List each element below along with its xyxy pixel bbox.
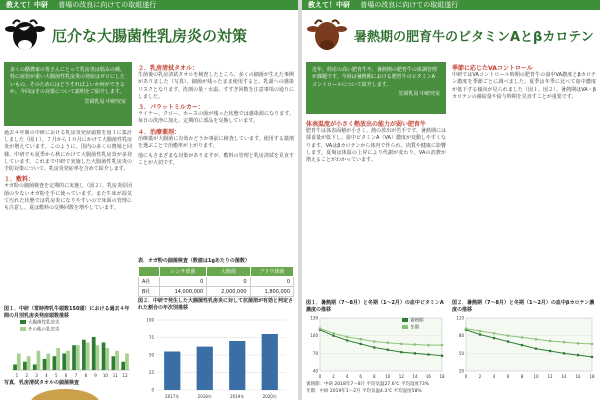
x-tick-label: 12 — [398, 374, 404, 379]
lead-box — [306, 62, 446, 114]
x-tick-label: 2020年 — [262, 394, 277, 399]
bar — [102, 342, 106, 370]
data-point — [591, 343, 594, 346]
header-band — [0, 0, 298, 10]
fig2-caption: 図２．暑熱期（7〜8月）と冬期（1〜2月）の血中βカロテン濃度の推移 — [452, 300, 595, 313]
x-tick-label: 2 — [332, 374, 335, 379]
bar — [105, 348, 109, 370]
x-tick-label: 18 — [589, 374, 595, 379]
x-tick-label: 8 — [372, 374, 376, 379]
body-column-2 — [138, 62, 294, 254]
x-tick-label: 8 — [84, 373, 88, 378]
data-point — [359, 338, 362, 341]
header-band — [302, 0, 600, 10]
cow-head-icon — [4, 14, 46, 56]
x-tick-label: 6 — [64, 373, 68, 378]
x-tick-label: 3 — [35, 373, 38, 378]
y-tick-label: 75 — [148, 335, 154, 340]
section-text-towel: 生菌後の乳房清拭タオルを検査したところ、多くの細菌が生えた事例がありました（写真）。細菌が残ったまま使用すると、乳頭への感染リスクとなります。洗剤の量・水温、すすぎ回数を注意事項の通りにしました。 — [138, 72, 294, 100]
bar — [46, 353, 50, 370]
data-point — [493, 332, 496, 335]
bar — [13, 364, 17, 370]
page-title: 厄介な大腸菌性乳房炎の対策 — [52, 26, 248, 45]
legend-item-winter: 冬期 — [402, 325, 424, 332]
data-point — [359, 343, 362, 346]
data-point — [493, 337, 496, 340]
section-heading-va: 季節に応じたVAコントロール — [452, 65, 533, 72]
article-header — [4, 12, 294, 58]
section-heading-bedding: １．敷料： — [4, 176, 35, 184]
data-point — [479, 333, 482, 336]
plot-area — [466, 318, 592, 371]
band-text: 普場の改良に向けての取組遂行 — [360, 1, 459, 9]
bar — [23, 362, 27, 370]
bar — [43, 359, 47, 370]
lead-text: 多くの酪農家の皆さんにとって乳房炎は悩みの種。特に症状が重い大腸菌性乳房炎の発症はゼロにしたいもの。そのためにはどうすればよいか何ができるか。今回はその対策について説明をご紹介します。 — [10, 67, 126, 96]
data-point — [521, 336, 524, 339]
data-point — [549, 350, 552, 353]
x-tick-label: 6 — [506, 374, 510, 379]
data-point — [414, 352, 417, 355]
body-column-1 — [306, 118, 446, 296]
photo-caption: 写真．乳房清拭タオルの細菌検査 — [4, 380, 80, 386]
bar — [96, 345, 100, 370]
x-tick-label: 0 — [318, 374, 322, 379]
y-tick-label: 20 — [458, 368, 464, 374]
x-tick-label: 14 — [412, 374, 418, 379]
data-point — [346, 336, 349, 339]
x-tick-label: 1 — [15, 373, 19, 378]
data-point — [332, 332, 335, 335]
data-point — [373, 340, 376, 343]
bar — [197, 347, 213, 390]
data-point — [400, 351, 403, 354]
bar — [125, 353, 129, 370]
x-tick-label: 9 — [94, 373, 97, 378]
right-page — [302, 0, 600, 400]
data-point — [549, 340, 552, 343]
x-tick-label: 7 — [74, 373, 78, 378]
x-tick-label: 2018年 — [197, 394, 212, 399]
data-point — [319, 327, 322, 330]
legend-item-ecoli: 大腸菌性乳房炎 — [20, 320, 60, 327]
bar — [112, 356, 116, 370]
lead-author: 笠岡乳局 中研究室 — [398, 91, 440, 98]
section-text-drug: 治療薬が大腸菌に有効かどうか事前に検査しています。使用する薬剤を選ぶことで治癒率が上がります。 — [138, 135, 294, 150]
sawdust-table — [138, 266, 294, 297]
data-point — [441, 344, 444, 347]
footnote-1: 暑熱期：中研 2018年7〜8月 平均気温27.6℃ 平均湿度73% — [306, 382, 430, 387]
left-page — [0, 0, 298, 400]
x-tick-label: 2017年 — [165, 394, 180, 399]
legend-item-other: その他の乳房炎 — [20, 327, 60, 334]
fig2-antibiotic-chart — [140, 316, 290, 400]
data-point — [427, 344, 430, 347]
band-label: 教えて！中研 — [308, 1, 350, 9]
x-tick-label: 18 — [439, 374, 445, 379]
bar — [86, 342, 90, 370]
y-tick-label: 80 — [458, 333, 464, 339]
table-row: B社 14,000,000 2,000,000 1,800,000 — [139, 287, 294, 297]
x-tick-label: 12 — [547, 374, 553, 379]
body-column-1 — [4, 130, 132, 310]
bar — [33, 364, 37, 370]
x-tick-label: 11 — [112, 373, 118, 378]
fig1-caption: 図１．暑熱期（7〜8月）と冬期（1〜2月）の血中ビタミンA濃度の推移 — [306, 300, 444, 313]
lead-text: 近年、経産の高い肥育牛や、暑熱期の肥育牛の体調管理が課題です。今回は暑熱期における肥育牛のビタミンAコントロールについて紹介します。 — [312, 67, 437, 88]
data-point — [507, 340, 510, 343]
bar — [164, 352, 180, 391]
x-tick-label: 16 — [575, 374, 581, 379]
y-tick-label: 40 — [312, 368, 318, 374]
y-tick-label: 50 — [148, 352, 154, 358]
x-tick-label: 2 — [478, 374, 482, 379]
bar — [17, 353, 21, 370]
y-tick-label: 70 — [312, 350, 318, 356]
footnote-2: 冬期：中研 2019年1〜2月 平均気温4.3℃ 平均湿度58% — [306, 389, 422, 394]
x-tick-label: 4 — [345, 374, 349, 379]
x-tick-label: 2 — [25, 373, 29, 378]
fig2-beta-carotene-chart — [452, 314, 596, 380]
bar — [27, 356, 31, 370]
fig2-caption: 図２．中研で発生した大腸菌性乳房炎に対して抗菌剤が有効と判定された割合の年次別推移 — [138, 298, 294, 311]
x-tick-label: 10 — [102, 373, 108, 378]
section-text-milker: ライナー、クロー、ホースの菌が残った状態では感染源になります。毎日の洗浄に加え、定期的に部品を交換しています。 — [138, 111, 294, 125]
data-point — [507, 334, 510, 337]
data-point — [346, 339, 349, 342]
data-point — [465, 327, 468, 330]
page-title: 暑熱期の肥育牛のビタミンAとβカロテン — [354, 29, 594, 45]
data-point — [563, 352, 566, 355]
x-tick-label: 6 — [359, 374, 362, 379]
bar — [72, 345, 76, 370]
section-heading-heat: 体表温度が小さく熱放出の能力が弱い肥育牛 — [306, 121, 427, 128]
article-header — [306, 12, 596, 58]
y-tick-label: 0 — [151, 387, 154, 393]
data-point — [332, 334, 335, 337]
lead-author: 笠岡乳局 中研究室 — [84, 98, 126, 105]
data-point — [591, 356, 594, 359]
data-point — [535, 338, 538, 341]
section-text-heat: 肥育牛は体表面積が小さく、熱の放出が苦手です。暑熱期には採食量が低下し、血中ビタミンA（VA）濃度が変動しやすくなります。VAはβカロテンから体内で作られ、肉質や健康に影響します。夏場は体温の上昇により代謝が変わり、VAの消費が増えることがわかっています。 — [306, 128, 446, 164]
x-tick-label: 0 — [464, 374, 468, 379]
y-tick-label: 100 — [310, 333, 318, 339]
x-tick-label: 8 — [520, 374, 524, 379]
x-tick-label: 10 — [385, 374, 391, 379]
bar — [76, 345, 80, 370]
data-point — [521, 344, 524, 347]
x-tick-label: 5 — [54, 373, 58, 378]
x-tick-label: 10 — [533, 374, 539, 379]
bar — [229, 341, 245, 390]
band-text: 普場の改良に向けての取組遂行 — [58, 1, 157, 9]
bar — [262, 334, 278, 390]
x-tick-label: 12 — [122, 373, 128, 378]
data-point — [373, 346, 376, 349]
fig1-legend — [20, 320, 60, 333]
bar — [62, 353, 66, 370]
x-tick-label: 2019年 — [230, 394, 245, 399]
y-tick-label: 25 — [148, 370, 154, 375]
section-text-bedding: オガ粉の細菌検査を定期的に実施し（図２）、乳房炎原因菌の少ないオガ粉を手に使っています。また牛床が湿気て汚れた状態では乳房炎になりやすいので床面の管理にも注意し、夏は敷料の交換回数を増やしています。 — [4, 183, 132, 212]
legend-item-summer: 暑熱期 — [402, 318, 424, 325]
section-heading-milker: ３．パラットミルカー： — [138, 104, 204, 112]
y-tick-label: 130 — [310, 315, 318, 321]
body-intro: 過去４年間の中研における乳房炎発症頭数を図１に集計しました（図１）。７月から１０月にかけて大腸菌性乳房炎が増えています。このように、国内の多くの農場と同様、中研でも夏季から秋にかけて大腸菌性乳房炎が多発しています。これまで中研で実施した大腸菌性乳房炎の予防対策について、乳房炎発症率を含めて紹介します。 — [4, 130, 132, 173]
bar — [92, 337, 96, 370]
fig1-vitamin-a-chart — [306, 314, 446, 380]
x-tick-label: 14 — [561, 374, 567, 379]
data-point — [427, 353, 430, 356]
data-point — [414, 343, 417, 346]
y-tick-label: 50 — [458, 350, 464, 356]
y-tick-label: 110 — [456, 315, 464, 321]
y-tick-label: 100 — [146, 317, 154, 323]
towel-culture-photo — [30, 389, 100, 400]
data-point — [535, 347, 538, 350]
section-heading-drug: ４．治療薬剤： — [138, 128, 181, 136]
bar — [82, 340, 86, 370]
x-tick-label: 16 — [425, 374, 431, 379]
data-point — [400, 343, 403, 346]
lead-box — [4, 62, 132, 126]
section-text-closing: 他にもさまざまな対策がありますが、敷料の管理と乳房清拭を見直すことが大切です。 — [138, 153, 294, 167]
x-tick-label: 4 — [45, 373, 48, 378]
data-point — [563, 341, 566, 344]
data-point — [577, 354, 580, 357]
bar — [66, 351, 70, 370]
body-column-2 — [452, 62, 596, 296]
x-tick-label: 4 — [492, 374, 496, 379]
data-point — [577, 342, 580, 345]
data-point — [479, 330, 482, 333]
chart-legend — [402, 318, 424, 331]
data-point — [386, 349, 389, 352]
band-label: 教えて！中研 — [6, 1, 48, 9]
table-caption: 表．オガ粉の細菌検査（数値は1gあたりの菌数） — [138, 258, 250, 264]
section-heading-towel: ２．乳房清拭タオル： — [138, 65, 199, 72]
table-row: A社 0 0 0 — [139, 277, 294, 287]
section-text-va: 中研ではVAコントロール時期の肥育牛の血中VA濃度とβカロテン濃度を季節ごとに調べました。夏季は冬季に比べて血中濃度が低下する傾向が見られました（図１、図２）。暑熱期はVA・βカロテンの補給量や給与時期を見直すことが重要です。 — [452, 72, 596, 100]
table-header-row: レンサ球菌 大腸菌 ブドウ球菌 — [139, 267, 294, 277]
data-point — [386, 341, 389, 344]
bar — [121, 362, 125, 370]
fig1-caption: 図１．中研（常時搾乳牛頭数150頭）における過去４年間の月別乳房炎発症頭数推移 — [4, 306, 130, 319]
bar — [56, 348, 60, 370]
bar — [37, 351, 41, 370]
bar — [115, 351, 119, 370]
data-point — [441, 354, 444, 357]
bar — [53, 356, 57, 370]
cow-head-icon — [306, 14, 348, 56]
